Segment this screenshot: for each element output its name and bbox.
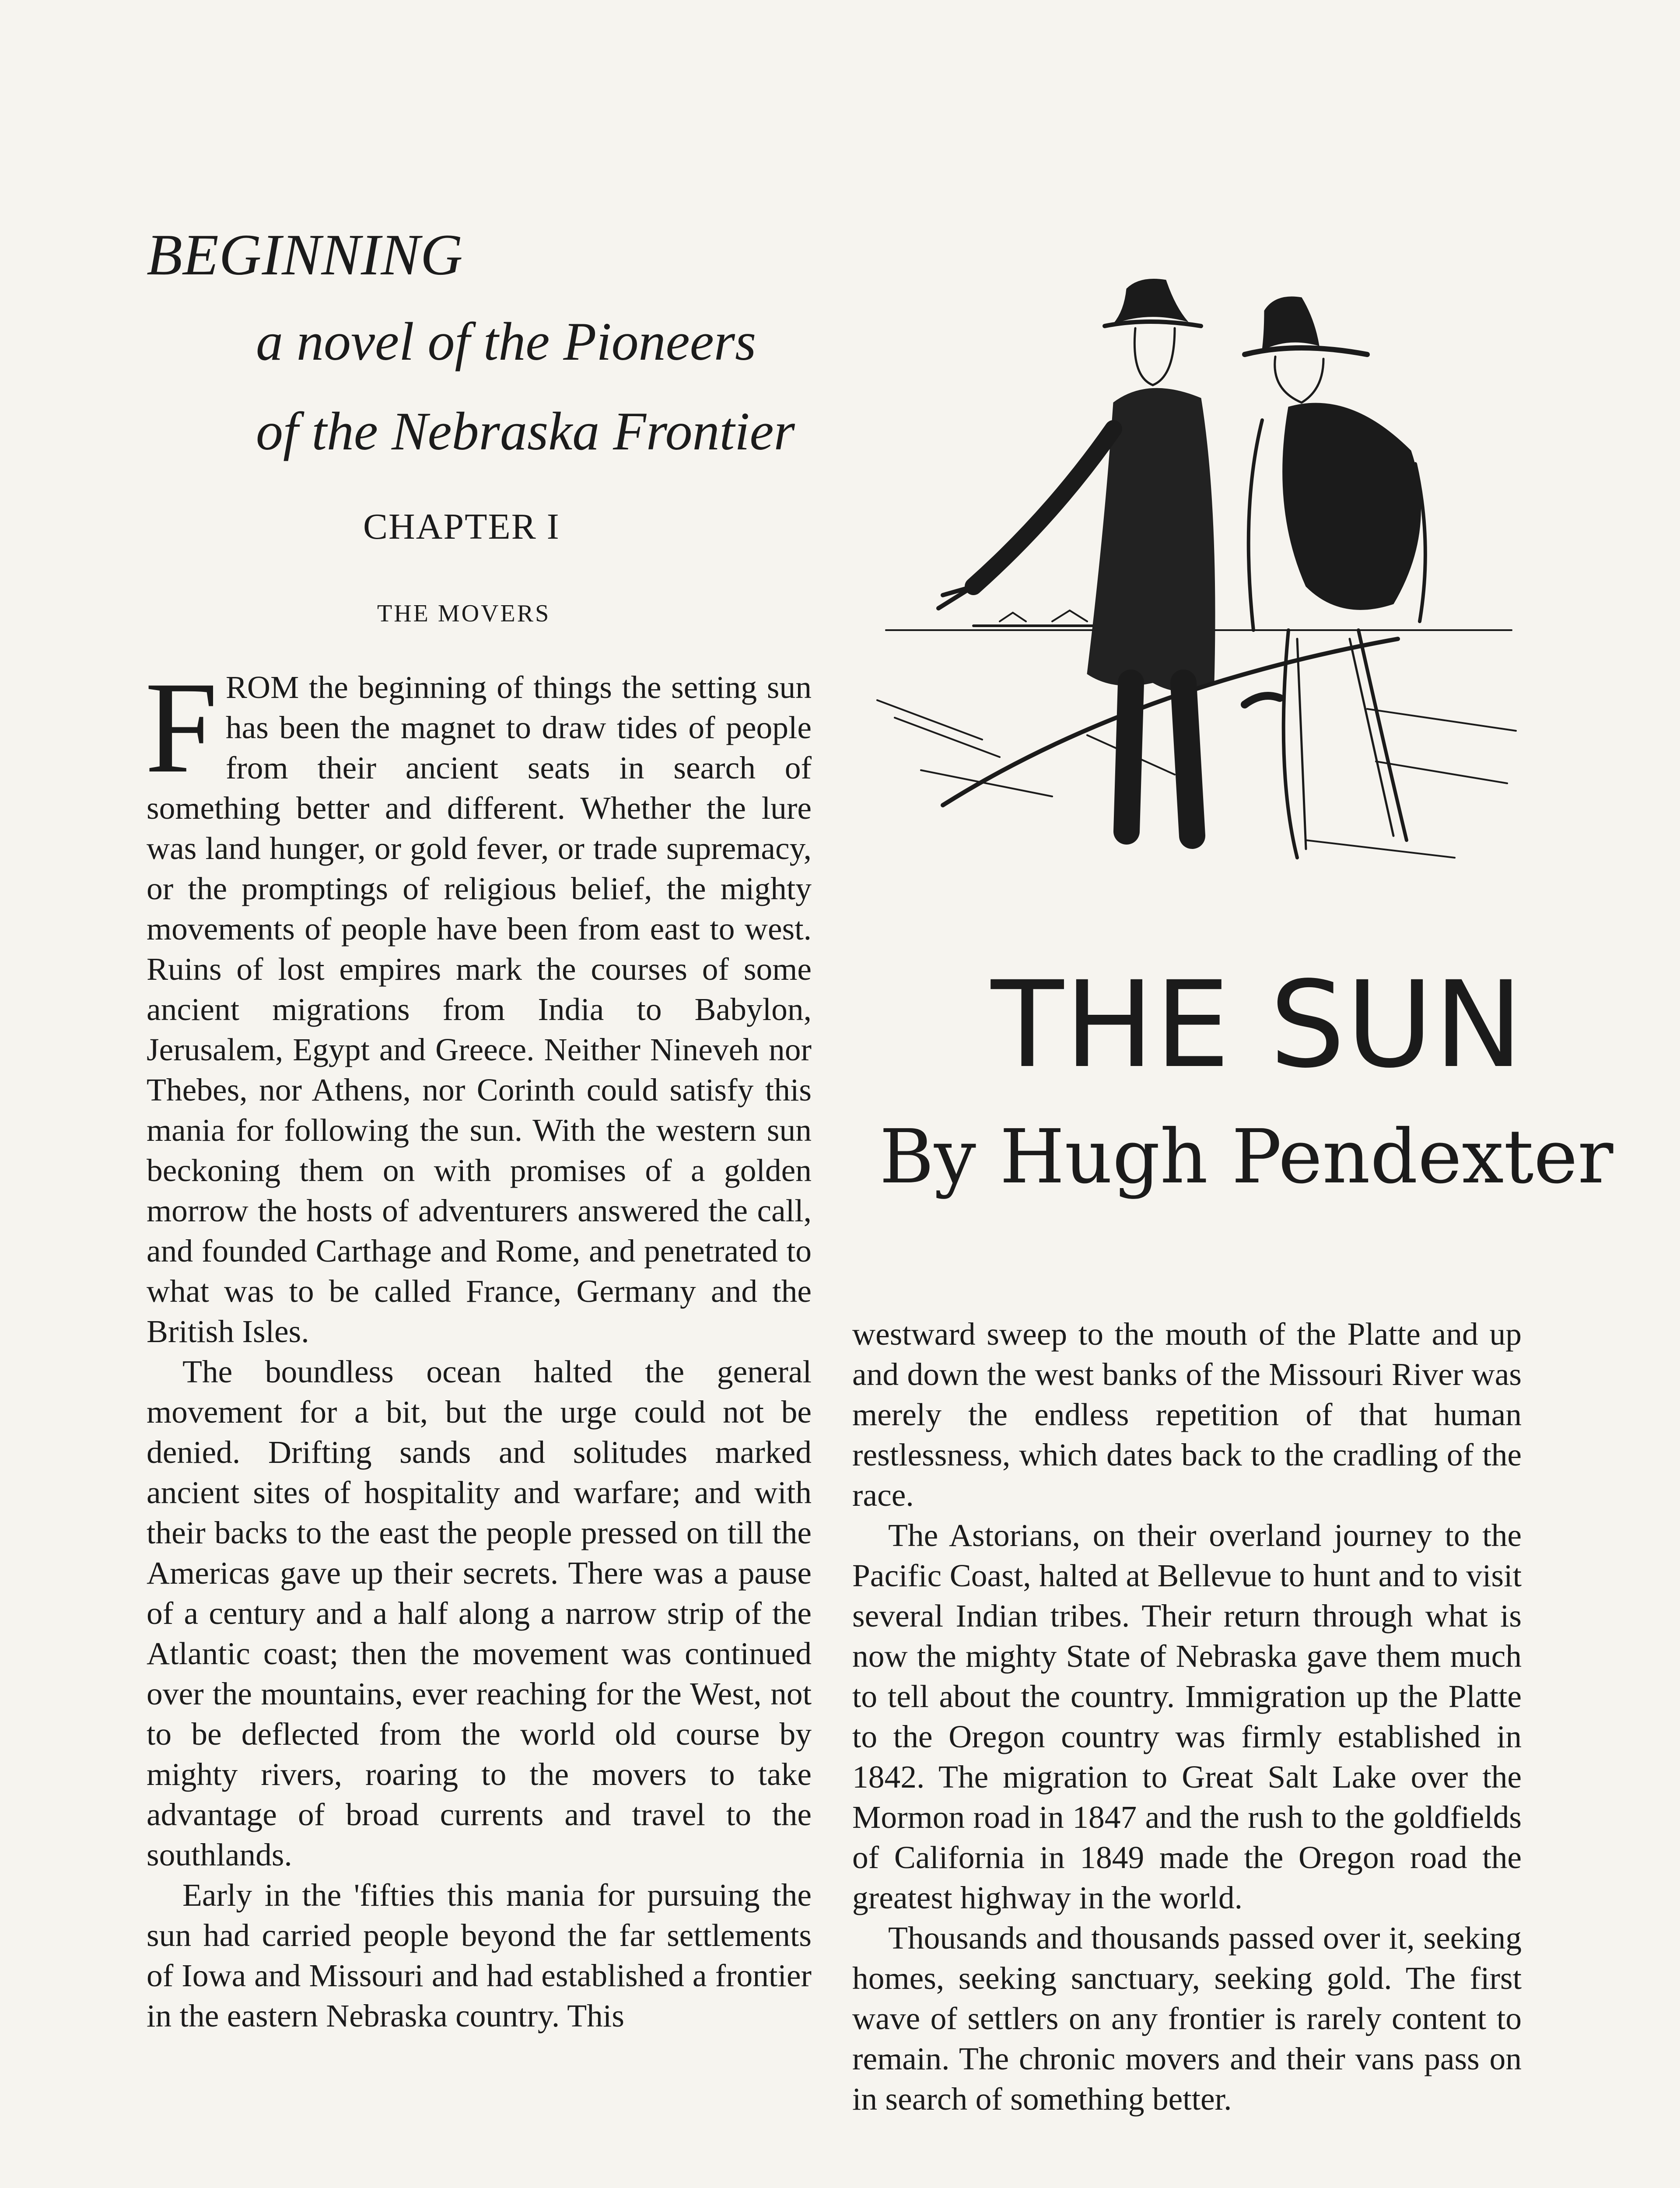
body-paragraph: Thousands and thousands passed over it, seeking homes, seeking sanctuary, seeking gold. The first wave of settlers on any frontier is rarely content to remain. The chronic movers and their vans pass on in search of something better. bbox=[852, 1920, 1522, 2117]
body-paragraph: Early in the 'fifties this mania for pursuing the sun had carried people beyond the far settlements of Iowa and Missouri and had established a frontier in the eastern Nebraska country. This bbox=[147, 1877, 812, 2034]
body-column-left bbox=[145, 655, 812, 2036]
kicker-heading: BEGINNING bbox=[147, 222, 463, 287]
story-title: THE SUN bbox=[991, 956, 1524, 1094]
drop-cap: F bbox=[145, 655, 218, 800]
subtitle-line-2: of the Nebraska Frontier bbox=[256, 401, 795, 461]
paragraph-text: ROM the beginning of things the setting sun has been the magnet to draw tides of people from their ancient seats in search of something better and different. Whether the lure was land hunger, or gold fever, or trade supremacy, or the promptings of religious belief, the mighty movements of people have been from east to west. Ruins of lost empires mark the courses of some ancient migrations from India to Babylon, Jerusalem, Egypt and Greece. Neither Nineveh nor Thebes, nor Athens, nor Corinth could satisfy this mania for following the sun. With the western sun beckoning them on with promises of a golden morrow the hosts of adventurers answered the call, and founded Carthage and Rome, and penetrated to what was to be called France, Germany and the British Isles. bbox=[147, 670, 812, 1349]
subtitle-line-1: a novel of the Pioneers bbox=[256, 312, 756, 372]
body-paragraph bbox=[145, 655, 812, 1352]
pioneers-illustration bbox=[868, 245, 1525, 928]
body-paragraph: westward sweep to the mouth of the Platte and up and down the west banks of the Missouri River was merely the endless repetition of that human restlessness, which dates back to the cradling of the race. bbox=[852, 1316, 1522, 1513]
chapter-heading: CHAPTER I bbox=[363, 506, 560, 547]
body-paragraph: The Astorians, on their overland journey to the Pacific Coast, halted at Bellevue to hunt and to visit several Indian tribes. Their return through what is now the mighty State of Nebraska gave them much to tell about the country. Immigration up the Platte to the Oregon country was firmly established in 1842. The migration to Great Salt Lake over the Mormon road in 1847 and the rush to the goldfields of California in 1849 made the Oregon road the greatest highway in the world. bbox=[852, 1518, 1522, 1915]
body-paragraph: The boundless ocean halted the general movement for a bit, but the urge could not be denied. Drifting sands and solitudes marked ancient sites of hospitality and warfare; and with their backs to the east the people pressed on till the Americas gave up their secrets. There was a pause of a century and a half along a narrow strip of the Atlantic coast; then the movement was continued over the mountains, ever reaching for the West, not to be deflected from the world old course by mighty rivers, roaring to the movers to take advantage of broad currents and travel to the southlands. bbox=[147, 1354, 812, 1872]
body-column-right bbox=[852, 1314, 1522, 2119]
section-heading: THE MOVERS bbox=[377, 600, 551, 627]
author-byline: By Hugh Pendexter bbox=[879, 1114, 1614, 1200]
